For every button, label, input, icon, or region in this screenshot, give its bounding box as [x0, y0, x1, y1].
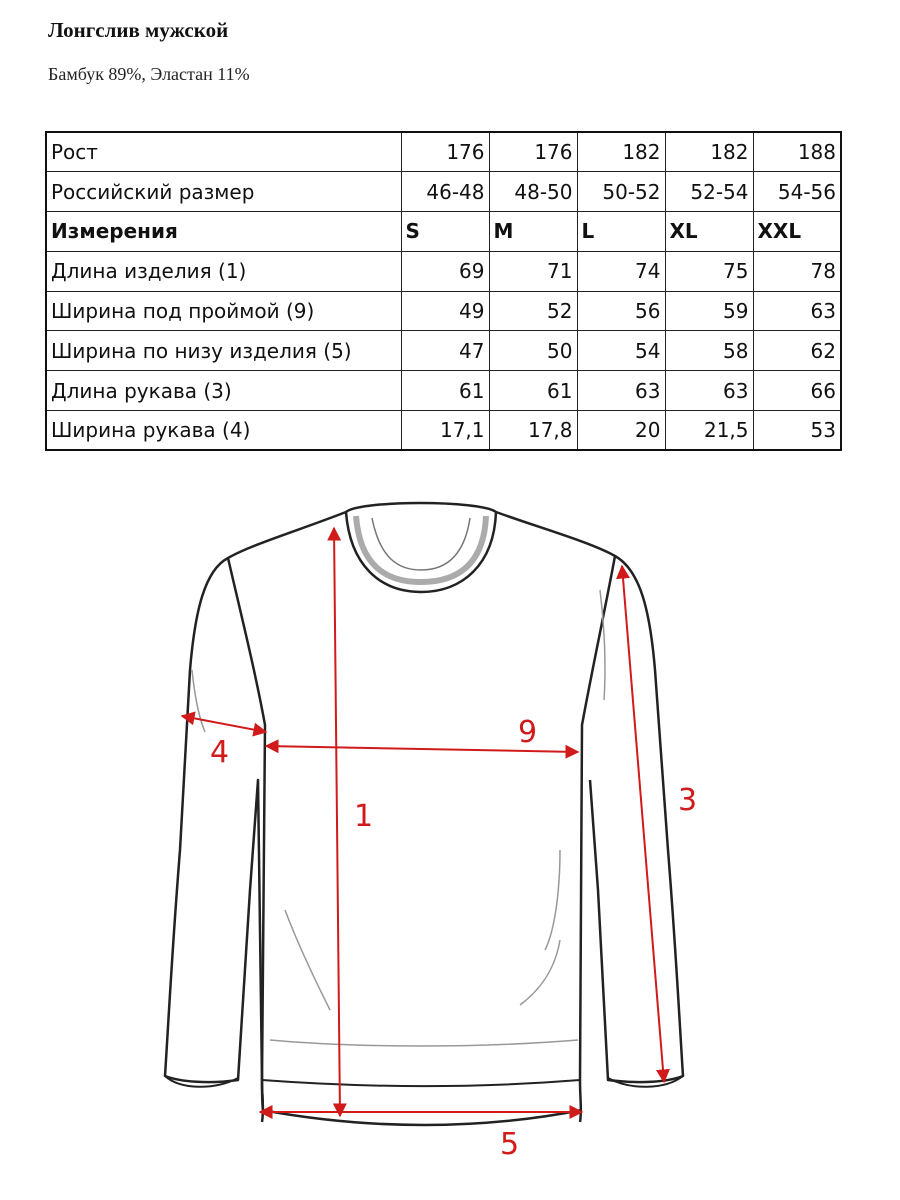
table-cell: 78 [753, 251, 841, 291]
table-row [46, 132, 841, 172]
table-cell: 20 [577, 411, 665, 451]
table-cell: 74 [577, 251, 665, 291]
row-label: Рост [46, 132, 401, 172]
table-cell: 63 [753, 291, 841, 331]
table-cell: 54 [577, 331, 665, 371]
size-chart-table [45, 131, 842, 451]
table-cell: 50 [489, 331, 577, 371]
label-sleeve-length: 3 [678, 783, 698, 818]
table-row [46, 331, 841, 371]
shirt-outline [165, 503, 683, 1125]
table-cell: 61 [489, 371, 577, 411]
table-cell: 52 [489, 291, 577, 331]
table-cell: 63 [577, 371, 665, 411]
table-cell: S [401, 212, 489, 252]
table-cell: XXL [753, 212, 841, 252]
table-cell: 48-50 [489, 172, 577, 212]
table-cell: 46-48 [401, 172, 489, 212]
table-cell: 21,5 [665, 411, 753, 451]
table-row [46, 411, 841, 451]
table-cell: 53 [753, 411, 841, 451]
table-cell: 66 [753, 371, 841, 411]
material-composition: Бамбук 89%, Эластан 11% [48, 64, 250, 84]
table-cell: 50-52 [577, 172, 665, 212]
table-row [46, 172, 841, 212]
table-cell: 17,8 [489, 411, 577, 451]
table-cell: M [489, 212, 577, 252]
label-length: 1 [354, 799, 374, 834]
table-cell: L [577, 212, 665, 252]
product-title: Лонгслив мужской [48, 18, 229, 42]
row-label: Ширина под проймой (9) [46, 291, 401, 331]
row-label: Ширина по низу изделия (5) [46, 331, 401, 371]
row-label: Российский размер [46, 172, 401, 212]
label-hem-width: 5 [500, 1127, 520, 1162]
table-row [46, 212, 841, 252]
table-cell: 176 [489, 132, 577, 172]
label-chest-width: 9 [518, 715, 538, 750]
shirt-measurement-diagram [0, 470, 900, 1190]
table-cell: 52-54 [665, 172, 753, 212]
table-cell: 182 [577, 132, 665, 172]
table-cell: 61 [401, 371, 489, 411]
table-cell: 69 [401, 251, 489, 291]
table-cell: 56 [577, 291, 665, 331]
table-row [46, 251, 841, 291]
table-row [46, 291, 841, 331]
table-cell: 59 [665, 291, 753, 331]
row-label: Ширина рукава (4) [46, 411, 401, 451]
size-chart-body [46, 132, 841, 450]
row-label: Измерения [46, 212, 401, 252]
row-label: Длина изделия (1) [46, 251, 401, 291]
table-cell: 188 [753, 132, 841, 172]
row-label: Длина рукава (3) [46, 371, 401, 411]
label-sleeve-width: 4 [210, 735, 230, 770]
table-cell: 63 [665, 371, 753, 411]
shirt-fold-lines [192, 590, 605, 1046]
table-cell: 58 [665, 331, 753, 371]
arrow-sleeve-width [182, 716, 266, 732]
table-cell: 75 [665, 251, 753, 291]
table-cell: 71 [489, 251, 577, 291]
table-cell: 62 [753, 331, 841, 371]
table-cell: 182 [665, 132, 753, 172]
arrow-sleeve-length [622, 566, 664, 1082]
table-cell: 54-56 [753, 172, 841, 212]
table-cell: 49 [401, 291, 489, 331]
table-row [46, 371, 841, 411]
table-cell: 47 [401, 331, 489, 371]
table-cell: 17,1 [401, 411, 489, 451]
arrow-length [334, 528, 340, 1116]
table-cell: 176 [401, 132, 489, 172]
table-cell: XL [665, 212, 753, 252]
